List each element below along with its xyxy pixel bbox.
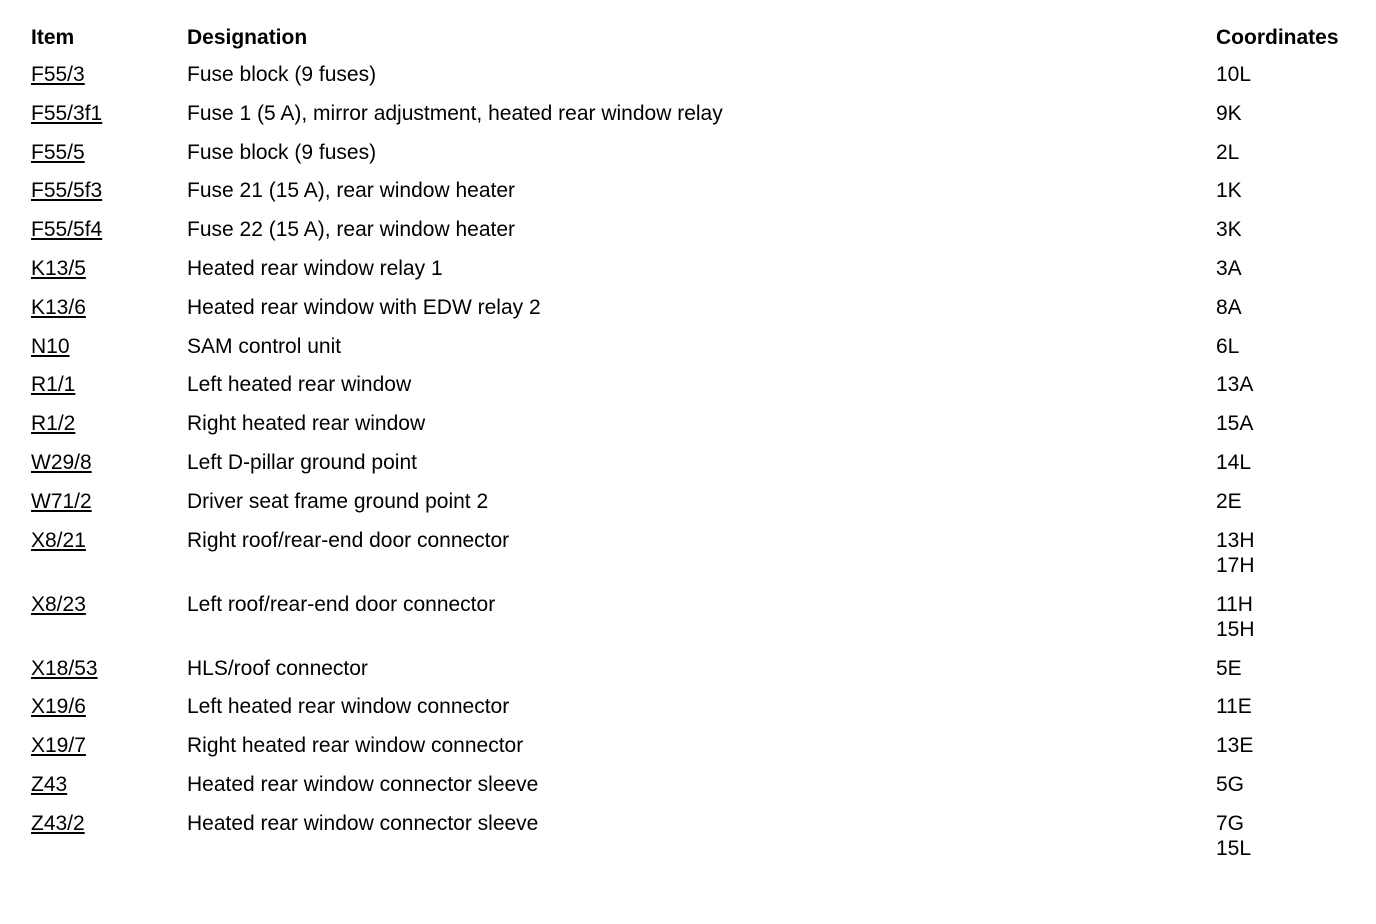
item-link[interactable]: R1/2 bbox=[31, 412, 76, 436]
table-row bbox=[0, 528, 1376, 592]
table-row bbox=[0, 733, 1376, 772]
designation-text: Fuse 1 (5 A), mirror adjustment, heated rear window relay bbox=[187, 101, 723, 125]
table-row bbox=[0, 334, 1376, 373]
designation-text: Left heated rear window connector bbox=[187, 695, 510, 719]
coordinate-value: 15L bbox=[1216, 836, 1252, 860]
table-row bbox=[0, 592, 1376, 656]
table-row bbox=[0, 295, 1376, 334]
item-link[interactable]: F55/3f1 bbox=[31, 101, 103, 125]
component-table bbox=[0, 62, 1376, 875]
coordinates-cell bbox=[1216, 811, 1251, 861]
coordinates-cell bbox=[1216, 372, 1253, 397]
coordinate-value: 6L bbox=[1216, 334, 1240, 358]
designation-text: HLS/roof connector bbox=[187, 656, 368, 680]
coordinates-cell bbox=[1216, 450, 1251, 475]
coordinate-value: 13A bbox=[1216, 373, 1254, 397]
item-link[interactable]: X19/7 bbox=[31, 734, 86, 758]
item-link[interactable]: Z43/2 bbox=[31, 811, 85, 835]
item-link[interactable]: W29/8 bbox=[31, 450, 92, 474]
coordinates-cell bbox=[1216, 178, 1242, 203]
designation-text: Left heated rear window bbox=[187, 373, 412, 397]
item-link[interactable]: W71/2 bbox=[31, 489, 92, 513]
item-link[interactable]: X8/21 bbox=[31, 528, 86, 552]
coordinates-cell bbox=[1216, 140, 1239, 165]
coordinate-value: 17H bbox=[1216, 553, 1255, 577]
coordinates-cell bbox=[1216, 772, 1244, 797]
coordinates-cell bbox=[1216, 101, 1242, 126]
header-coordinates: Coordinates bbox=[1216, 26, 1339, 49]
table-row bbox=[0, 101, 1376, 140]
header-item: Item bbox=[31, 26, 75, 49]
designation-text: Fuse 22 (15 A), rear window heater bbox=[187, 218, 516, 242]
coordinate-value: 13E bbox=[1216, 734, 1254, 758]
item-link[interactable]: F55/3 bbox=[31, 63, 85, 86]
table-row bbox=[0, 411, 1376, 450]
coordinate-value: 1K bbox=[1216, 179, 1242, 203]
coordinates-cell bbox=[1216, 411, 1253, 436]
table-row bbox=[0, 372, 1376, 411]
designation-text: Right roof/rear-end door connector bbox=[187, 528, 510, 552]
table-row bbox=[0, 694, 1376, 733]
designation-text: Heated rear window connector sleeve bbox=[187, 811, 539, 835]
coordinate-value: 5G bbox=[1216, 772, 1245, 796]
coordinates-cell bbox=[1216, 62, 1251, 87]
coordinates-cell bbox=[1216, 592, 1255, 642]
designation-text: Heated rear window connector sleeve bbox=[187, 772, 539, 796]
table-row bbox=[0, 62, 1376, 101]
coordinate-value: 10L bbox=[1216, 63, 1252, 86]
header-designation: Designation bbox=[187, 26, 308, 49]
coordinate-value: 11E bbox=[1216, 695, 1252, 719]
item-link[interactable]: F55/5f4 bbox=[31, 218, 103, 242]
coordinates-cell bbox=[1216, 733, 1253, 758]
item-link[interactable]: K13/6 bbox=[31, 295, 86, 319]
table-row bbox=[0, 217, 1376, 256]
table-row bbox=[0, 450, 1376, 489]
coordinate-value: 3A bbox=[1216, 256, 1242, 280]
table-row bbox=[0, 489, 1376, 528]
designation-text: Heated rear window with EDW relay 2 bbox=[187, 295, 541, 319]
table-row bbox=[0, 811, 1376, 875]
coordinates-cell bbox=[1216, 334, 1239, 359]
coordinates-cell bbox=[1216, 656, 1242, 681]
coordinates-cell bbox=[1216, 217, 1242, 242]
item-link[interactable]: N10 bbox=[31, 334, 70, 358]
coordinate-value: 15A bbox=[1216, 412, 1254, 436]
table-row bbox=[0, 772, 1376, 811]
coordinates-cell bbox=[1216, 528, 1255, 578]
item-link[interactable]: X18/53 bbox=[31, 656, 98, 680]
coordinate-value: 8A bbox=[1216, 295, 1242, 319]
designation-text: Fuse block (9 fuses) bbox=[187, 63, 377, 86]
coordinate-value: 2L bbox=[1216, 140, 1240, 164]
coordinate-value: 15H bbox=[1216, 617, 1255, 641]
item-link[interactable]: X19/6 bbox=[31, 695, 86, 719]
item-link[interactable]: F55/5 bbox=[31, 140, 85, 164]
coordinates-cell bbox=[1216, 295, 1242, 320]
table-row bbox=[0, 140, 1376, 179]
table-row bbox=[0, 656, 1376, 695]
coordinates-cell bbox=[1216, 489, 1242, 514]
coordinates-cell bbox=[1216, 256, 1242, 281]
item-link[interactable]: Z43 bbox=[31, 772, 68, 796]
coordinate-value: 7G bbox=[1216, 811, 1245, 835]
item-link[interactable]: X8/23 bbox=[31, 592, 86, 616]
designation-text: Heated rear window relay 1 bbox=[187, 256, 443, 280]
item-link[interactable]: K13/5 bbox=[31, 256, 86, 280]
designation-text: Right heated rear window connector bbox=[187, 734, 524, 758]
coordinate-value: 9K bbox=[1216, 101, 1242, 125]
coordinate-value: 13H bbox=[1216, 528, 1255, 552]
designation-text: Fuse 21 (15 A), rear window heater bbox=[187, 179, 516, 203]
coordinate-value: 3K bbox=[1216, 218, 1242, 242]
designation-text: Left roof/rear-end door connector bbox=[187, 592, 496, 616]
coordinates-cell bbox=[1216, 694, 1252, 719]
designation-text: Driver seat frame ground point 2 bbox=[187, 489, 489, 513]
coordinate-value: 14L bbox=[1216, 450, 1252, 474]
designation-text: Fuse block (9 fuses) bbox=[187, 140, 377, 164]
designation-text: Left D-pillar ground point bbox=[187, 450, 417, 474]
coordinate-value: 11H bbox=[1216, 592, 1253, 616]
coordinate-value: 5E bbox=[1216, 656, 1242, 680]
item-link[interactable]: R1/1 bbox=[31, 373, 76, 397]
item-link[interactable]: F55/5f3 bbox=[31, 179, 103, 203]
coordinate-value: 2E bbox=[1216, 489, 1242, 513]
designation-text: Right heated rear window bbox=[187, 412, 426, 436]
table-row bbox=[0, 256, 1376, 295]
table-row bbox=[0, 178, 1376, 217]
designation-text: SAM control unit bbox=[187, 334, 342, 358]
